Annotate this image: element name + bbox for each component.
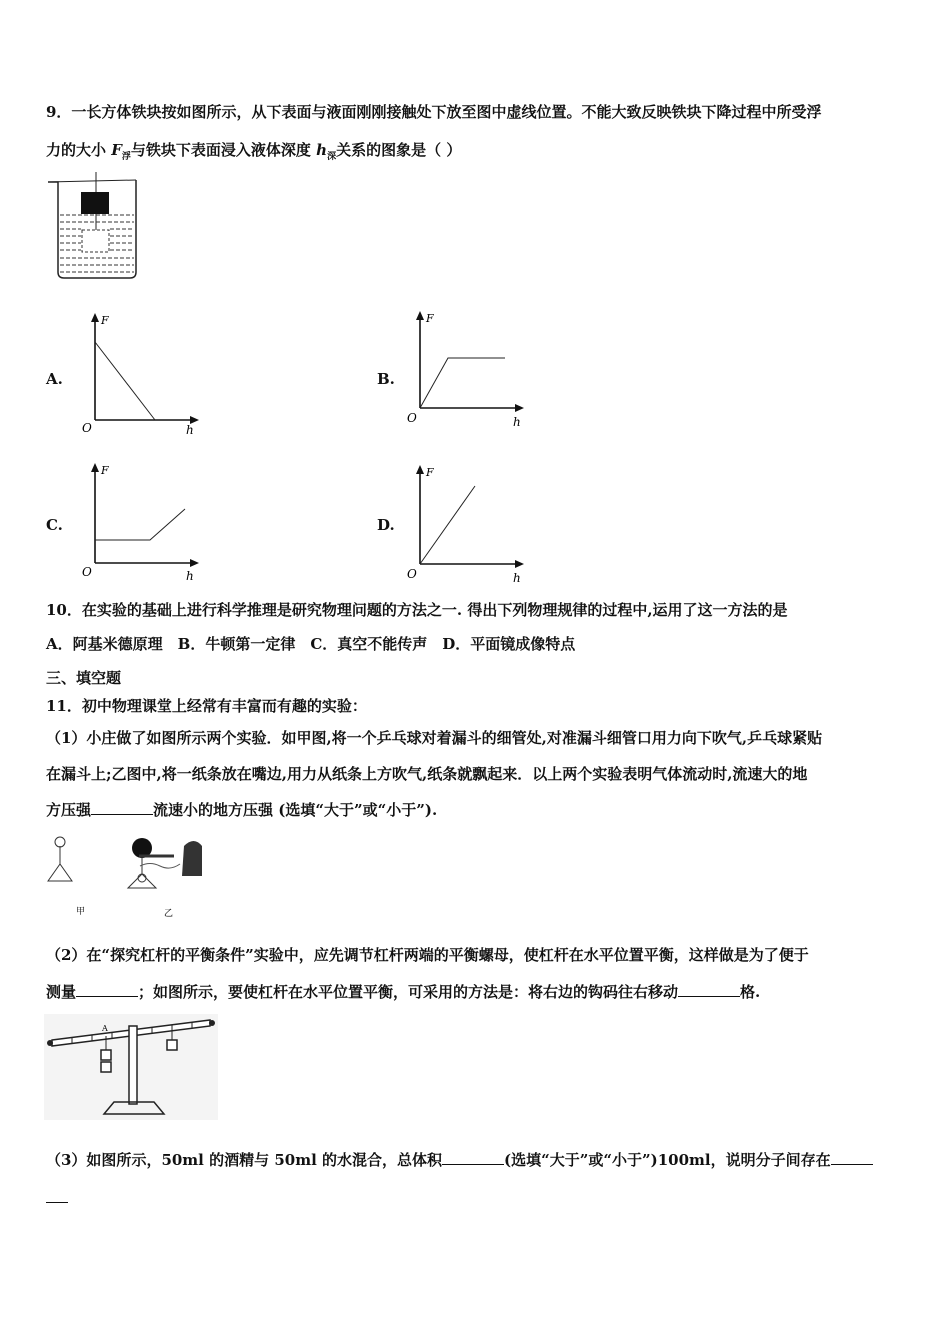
q11-p2-line2 <box>46 982 760 1002</box>
origin: O <box>407 411 417 425</box>
graph-a-line <box>95 342 155 420</box>
text: （3）如图所示，50ml 的酒精与 50ml 的水混合，总体积 <box>46 1151 442 1169</box>
text: 与铁块下表面浸入液体深度 <box>130 141 311 159</box>
answer-blank[interactable] <box>91 800 153 815</box>
q10-options[interactable]: A．阿基米德原理 B．牛顿第一定律 C．真空不能传声 D．平面镜成像特点 <box>46 635 576 653</box>
axis-f: F <box>101 314 109 327</box>
lever-figure <box>44 1014 218 1120</box>
q11-p2-line1: （2）在“探究杠杆的平衡条件”实验中，应先调节杠杆两端的平衡螺母，使杠杆在水平位置平衡，这样做是为了便于 <box>46 946 809 964</box>
axis-f: F <box>426 466 434 479</box>
q11-p1-line3 <box>46 800 437 820</box>
axis-h: h <box>186 569 194 583</box>
subscript: 深 <box>327 152 337 162</box>
axis-f: F <box>101 464 109 477</box>
answer-blank[interactable] <box>678 982 740 997</box>
lever-point-a: A <box>102 1024 108 1033</box>
option-c-label[interactable]: C. <box>46 516 63 534</box>
beaker-figure <box>46 172 146 284</box>
origin: O <box>407 567 417 581</box>
text: 方压强 <box>46 801 92 819</box>
text: 关系的图象是（ ） <box>336 141 462 159</box>
q9-stem-line1: 9．一长方体铁块按如图所示，从下表面与液面刚刚接触处下放至图中虚线位置。不能大致反映铁块下降过程中所受浮 <box>46 103 822 121</box>
option-d-label[interactable]: D. <box>377 516 395 534</box>
text: 力的大小 <box>46 141 107 159</box>
q11-p3-line1 <box>46 1150 873 1170</box>
graph-c-line <box>95 509 185 540</box>
text: ；如图所示，要使杠杆在水平位置平衡，可采用的方法是：将右边的钩码往右移动 <box>138 983 679 1001</box>
text: 测量 <box>46 983 77 1001</box>
graph-d <box>405 464 535 589</box>
q11-stem: 11．初中物理课堂上经常有丰富而有趣的实验： <box>46 697 367 715</box>
graph-c <box>80 462 210 587</box>
text: 格. <box>740 983 761 1001</box>
depth-symbol: h <box>316 141 328 159</box>
graph-b <box>405 310 535 435</box>
axis-f: F <box>426 312 434 325</box>
q10-stem: 10．在实验的基础上进行科学推理是研究物理问题的方法之一. 得出下列物理规律的过程中,运用了这一方法的是 <box>46 601 788 619</box>
q11-p1-line2: 在漏斗上;乙图中,将一纸条放在嘴边,用力从纸条上方吹气,纸条就飘起来．以上两个实验表明气体流动时,流速大的地 <box>46 765 808 783</box>
graph-a <box>80 312 210 437</box>
q9-stem-line2 <box>46 140 461 167</box>
axis-h: h <box>186 423 194 437</box>
blowing-experiment-figure <box>44 836 214 921</box>
axis-h: h <box>513 415 521 429</box>
text: (选填“大于”或“小于”)100ml，说明分子间存在 <box>504 1151 831 1169</box>
q11-p1-line1: （1）小庄做了如图所示两个实验．如甲图,将一个乒乓球对着漏斗的细管处,对准漏斗细管口用力向下吹气,乒乓球紧贴 <box>46 729 823 747</box>
figure-label-jia: 甲 <box>76 907 86 917</box>
figure-label-yi: 乙 <box>164 909 174 919</box>
answer-blank[interactable] <box>831 1150 873 1165</box>
answer-blank-continued[interactable] <box>46 1188 68 1203</box>
text: 流速小的地方压强 (选填“大于”或“小于”). <box>153 801 438 819</box>
section-heading: 三、填空题 <box>46 669 122 687</box>
answer-blank[interactable] <box>76 982 138 997</box>
q11-p3-line2 <box>46 1188 68 1208</box>
axis-h: h <box>513 571 521 585</box>
option-b-label[interactable]: B. <box>377 370 395 388</box>
graph-d-line <box>420 486 475 564</box>
graph-b-line <box>420 358 505 408</box>
origin: O <box>82 565 92 579</box>
origin: O <box>82 421 92 435</box>
answer-blank[interactable] <box>442 1150 504 1165</box>
subscript: 浮 <box>121 152 131 162</box>
option-a-label[interactable]: A. <box>46 370 63 388</box>
force-symbol: F <box>111 141 122 159</box>
